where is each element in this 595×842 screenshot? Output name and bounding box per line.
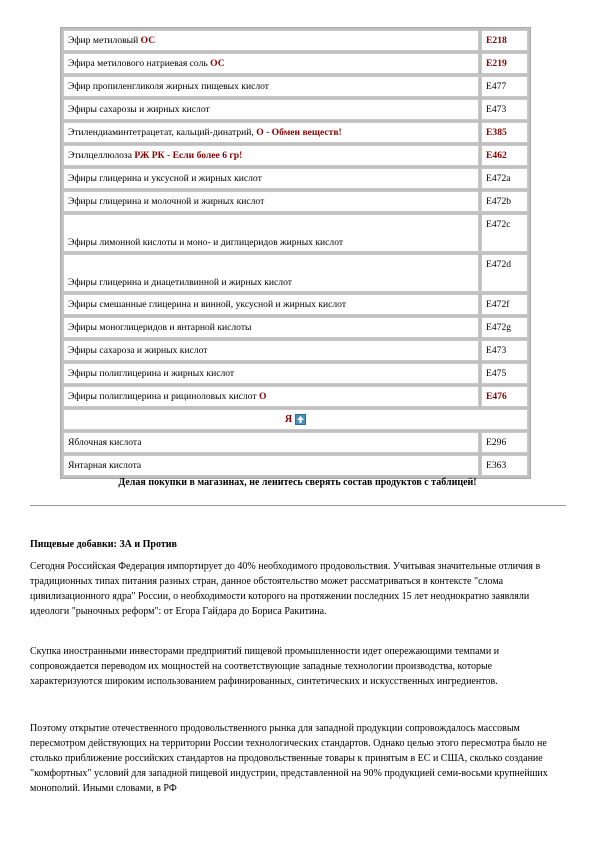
e-code: E385 bbox=[481, 122, 528, 143]
additive-name-cell bbox=[63, 254, 479, 292]
additive-name: Эфир пропиленгликоля жирных пищевых кислот bbox=[68, 81, 269, 92]
e-code: E363 bbox=[481, 455, 528, 476]
additive-name-cell bbox=[63, 317, 479, 338]
additive-name: Эфира метилового натриевая соль bbox=[68, 58, 208, 69]
hazard-mark: ОС bbox=[210, 58, 225, 69]
table-row bbox=[63, 317, 528, 338]
additive-name: Эфиры глицерина и уксусной и жирных кислот bbox=[68, 173, 262, 184]
additives-table-wrapper bbox=[60, 27, 531, 479]
table-row bbox=[63, 191, 528, 212]
additive-name: Эфиры лимонной кислоты и моно- и диглицеридов жирных кислот bbox=[68, 237, 344, 248]
additive-name-cell bbox=[63, 340, 479, 361]
table-row bbox=[63, 122, 528, 143]
additive-name: Эфиры глицерина и диацетилвинной и жирных кислот bbox=[68, 277, 292, 288]
additive-name: Эфиры моноглицеридов и янтарной кислоты bbox=[68, 322, 252, 333]
table-row bbox=[63, 455, 528, 476]
additive-name-cell bbox=[63, 145, 479, 166]
table-row bbox=[63, 214, 528, 252]
additive-name-cell bbox=[63, 294, 479, 315]
additive-name: Эфиры полиглицерина и рициноловых кислот bbox=[68, 391, 257, 402]
e-code: E472g bbox=[481, 317, 528, 338]
table-row bbox=[63, 99, 528, 120]
additive-name-cell bbox=[63, 168, 479, 189]
hazard-mark: РЖ РК - Если более 6 гр! bbox=[134, 150, 243, 161]
e-code: E477 bbox=[481, 76, 528, 97]
table-row bbox=[63, 145, 528, 166]
e-code: E472b bbox=[481, 191, 528, 212]
e-code: E219 bbox=[481, 53, 528, 74]
additive-name-cell bbox=[63, 386, 479, 407]
e-code: E462 bbox=[481, 145, 528, 166]
article-heading: Пищевые добавки: ЗА и Против bbox=[30, 539, 177, 550]
article-paragraph: Скупка иностранными инвесторами предприятий пищевой промышленности идет опережающими темпами и сопровождается переводом их мощностей на соответствующие западные технологии производства, которые характеризуются широким использованием рафинированных, синтетических и искусственных ингредиентов. bbox=[30, 646, 500, 687]
hazard-mark: ОС bbox=[140, 35, 156, 46]
table-row bbox=[63, 168, 528, 189]
divider bbox=[30, 505, 566, 506]
additive-name: Эфиры полиглицерина и жирных кислот bbox=[68, 368, 235, 379]
letter-row bbox=[63, 409, 528, 430]
additive-name-cell bbox=[63, 191, 479, 212]
additive-name: Этилендиаминтетрацетат, кальций-динатрий, bbox=[68, 127, 254, 138]
article-paragraph: Сегодня Российская Федерация импортирует до 40% необходимого продовольствия. Учитывая значительные отличия в традиционных типах питания разных стран, данное обстоятельство может рассматриваться в контексте "слома цивилизационного ядра" России, о необходимости которого на протяжении последних 15 лет неоднократно заявляли идеологи "рыночных реформ": от Егора Гайдара до Бориса Ракитина. bbox=[30, 561, 541, 617]
additive-name: Эфиры сахароза и жирных кислот bbox=[68, 345, 208, 356]
additives-table bbox=[60, 27, 531, 479]
additive-name: Эфир метиловый bbox=[68, 35, 139, 46]
additive-name-cell bbox=[63, 99, 479, 120]
e-code: E475 bbox=[481, 363, 528, 384]
additive-name: Янтарная кислота bbox=[63, 455, 479, 476]
table-row bbox=[63, 76, 528, 97]
e-code: E218 bbox=[481, 30, 528, 51]
table-row bbox=[63, 30, 528, 51]
additive-name-cell bbox=[63, 76, 479, 97]
table-row bbox=[63, 294, 528, 315]
e-code: E476 bbox=[481, 386, 528, 407]
table-row bbox=[63, 432, 528, 453]
article-paragraph: Поэтому открытие отечественного продовольственного рынка для западной продукции сопровождалось массовым пересмотром действующих на территории России технологических стандартов. Однако целью этого пересмотра было не столько приближение российских стандартов на продовольственные товары к принятым в ЕС и США, сколько создание "комфортных" условий для западной пищевой индустрии, представленной на 90% продукцией семи-восьми крупнейших монополий. Иными словами, в РФ bbox=[30, 723, 548, 794]
e-code: E472f bbox=[481, 294, 528, 315]
additive-name-cell bbox=[63, 363, 479, 384]
additive-name-cell bbox=[63, 122, 479, 143]
additive-name: Эфиры смешанные глицерина и винной, уксусной и жирных кислот bbox=[68, 299, 347, 310]
additive-name: Эфиры глицерина и молочной и жирных кислот bbox=[68, 196, 265, 207]
e-code: E473 bbox=[481, 340, 528, 361]
additive-name: Этилцеллюлоза bbox=[68, 150, 132, 161]
additive-name-cell bbox=[63, 214, 479, 252]
additive-name: Эфиры сахарозы и жирных кислот bbox=[68, 104, 210, 115]
table-row bbox=[63, 363, 528, 384]
additive-name-cell bbox=[63, 53, 479, 74]
additive-name: Яблочная кислота bbox=[63, 432, 479, 453]
table-row bbox=[63, 386, 528, 407]
additive-name-cell bbox=[63, 30, 479, 51]
e-code: E472a bbox=[481, 168, 528, 189]
hazard-mark: О - Обмен веществ! bbox=[256, 127, 342, 138]
e-code: E472c bbox=[481, 214, 528, 252]
hazard-mark: О bbox=[258, 391, 267, 402]
letter-anchor-link[interactable]: Я bbox=[284, 413, 293, 425]
e-code: E472d bbox=[481, 254, 528, 292]
table-footnote: Делая покупки в магазинах, не ленитесь сверять состав продуктов с таблицей! bbox=[118, 477, 477, 488]
table-row bbox=[63, 254, 528, 292]
back-to-top-icon[interactable] bbox=[295, 414, 306, 425]
table-row bbox=[63, 340, 528, 361]
table-row bbox=[63, 53, 528, 74]
e-code: E296 bbox=[481, 432, 528, 453]
e-code: E473 bbox=[481, 99, 528, 120]
